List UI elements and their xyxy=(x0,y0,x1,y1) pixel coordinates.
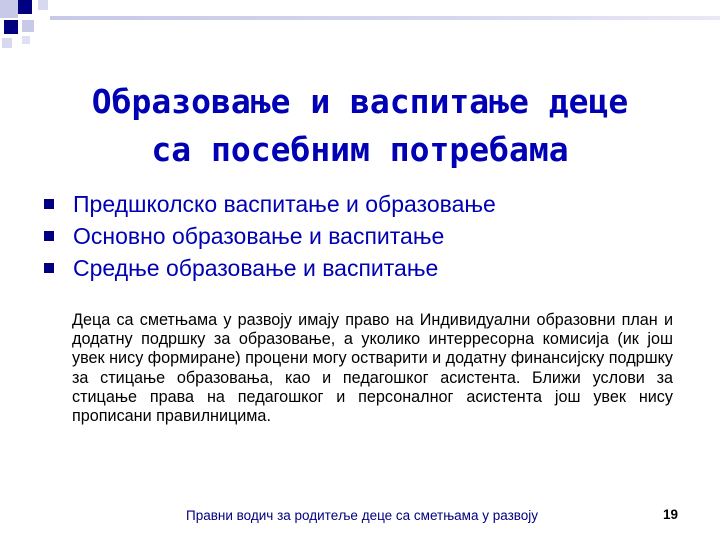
header-rule xyxy=(50,16,720,20)
deco-square-light-5 xyxy=(22,36,30,44)
bullet-list xyxy=(44,188,496,284)
square-bullet-icon xyxy=(44,263,54,273)
deco-square-light-1 xyxy=(0,0,18,18)
deco-square-light-4 xyxy=(2,38,12,48)
title-line-1: Образовање и васпитање деце xyxy=(91,82,629,121)
bullet-text: Основно образовање и васпитање xyxy=(73,222,445,249)
bullet-text: Предшколско васпитање и образовање xyxy=(73,190,496,217)
deco-square-light-3 xyxy=(22,20,34,32)
square-bullet-icon xyxy=(44,199,54,209)
square-bullet-icon xyxy=(44,231,54,241)
bullet-item xyxy=(44,188,496,220)
bullet-item xyxy=(44,220,496,252)
bullet-text: Средње образовање и васпитање xyxy=(73,254,439,281)
deco-square-light-2 xyxy=(38,0,48,10)
title-line-2: са посебним потребама xyxy=(151,130,569,169)
bullet-item xyxy=(44,252,496,284)
footer-text: Правни водич за родитеље деце са сметњама у развоју xyxy=(186,508,539,523)
deco-square-dark-2 xyxy=(4,20,18,34)
slide-title xyxy=(30,78,690,174)
page-number: 19 xyxy=(663,507,679,522)
deco-square-dark-1 xyxy=(18,0,32,14)
body-paragraph: Деца са сметњама у развоју имају право на Индивидуални образовни план и додатну подршку за образовање, а уколико интерресорна комисија (ик још увек нису формиране) процени могу остварити и додатну финансијску подршку за стицање образовања, као и педагошког асистента. Ближи услови за стицање права на педагошког и персоналног асистента још увек нису прописани правилницима. xyxy=(72,311,673,426)
